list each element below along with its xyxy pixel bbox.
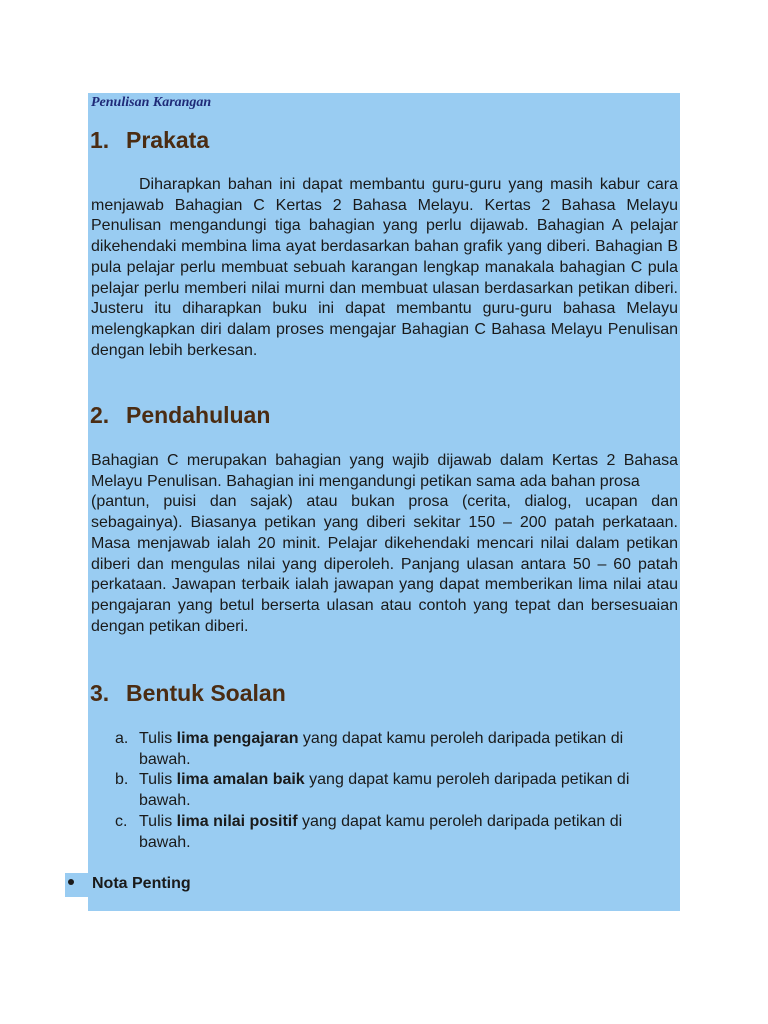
item-text: yang dapat kamu peroleh daripada petikan di bawah. bbox=[139, 730, 624, 768]
list-item bbox=[115, 729, 675, 770]
list-item bbox=[115, 812, 675, 853]
item-emphasis: lima nilai positif bbox=[176, 812, 298, 830]
section-3-title: Bentuk Soalan bbox=[126, 680, 286, 706]
item-emphasis: lima pengajaran bbox=[176, 730, 299, 747]
item-text: Tulis bbox=[139, 730, 177, 747]
section-2-number: 2. bbox=[90, 402, 110, 428]
section-2-heading bbox=[90, 402, 270, 429]
section-2-paragraph: Bahagian C merupakan bahagian yang wajib dijawab dalam Kertas 2 Bahasa Melayu Penulisan. Bahagian ini mengandungi petikan sama ada bahan prosa (pantun, puisi dan sajak) atau bukan prosa (cerita, dialog, ucapan dan sebagainya). Biasanya petikan yang diberi sekitar 150 – 200 patah perkataan. Masa menjawab ialah 20 minit. Pelajar dikehendaki mencari nilai dalam petikan diberi dan mengulas nilai yang diperoleh. Panjang ulasan antara 50 – 60 patah perkataan. Jawapan terbaik ialah jawapan yang dapat memberikan lima nilai atau pengajaran yang betul berserta ulasan atau contoh yang tepat dan bersesuaian dengan petikan diberi. bbox=[91, 452, 678, 635]
bullet-dot-icon bbox=[68, 879, 74, 885]
section-1-heading bbox=[90, 127, 209, 154]
item-text: Tulis bbox=[139, 812, 177, 830]
section-1-paragraph: Diharapkan bahan ini dapat membantu guru-guru yang masih kabur cara menjawab Bahagian C Kertas 2 Bahasa Melayu. Kertas 2 Bahasa Melayu Penulisan mengandungi tiga bahagian yang perlu dijawab. Bahagian A pelajar dikehendaki membina lima ayat berdasarkan bahan grafik yang diberi. Bahagian B pula pelajar perlu membuat sebuah karangan lengkap manakala bahagian C pula pelajar perlu memberi nilai murni dan membuat ulasan berdasarkan petikan diberi. Justeru itu diharapkan buku ini dapat membantu guru-guru bahasa Melayu melengkapkan diri dalam proses mengajar Bahagian C Bahasa Melayu Penulisan dengan lebih berkesan. bbox=[91, 176, 678, 359]
section-1-number: 1. bbox=[90, 127, 110, 153]
section-2-title: Pendahuluan bbox=[126, 402, 271, 428]
list-marker: b. bbox=[115, 771, 129, 789]
section-3-number: 3. bbox=[90, 680, 110, 706]
item-text: Tulis bbox=[139, 771, 177, 789]
item-emphasis: lima amalan baik bbox=[176, 771, 305, 789]
running-head: Penulisan Karangan bbox=[91, 95, 212, 110]
section-3-heading bbox=[90, 680, 286, 707]
list-item bbox=[115, 770, 675, 811]
item-text: yang dapat kamu peroleh daripada petikan di bawah. bbox=[139, 812, 623, 851]
question-list bbox=[115, 729, 675, 853]
item-text: yang dapat kamu peroleh daripada petikan di bawah. bbox=[139, 771, 630, 810]
section-1-title: Prakata bbox=[126, 127, 210, 153]
nota-label: Nota Penting bbox=[92, 875, 191, 892]
list-marker: a. bbox=[115, 730, 129, 747]
nota-penting bbox=[68, 875, 191, 893]
list-marker: c. bbox=[115, 812, 128, 830]
